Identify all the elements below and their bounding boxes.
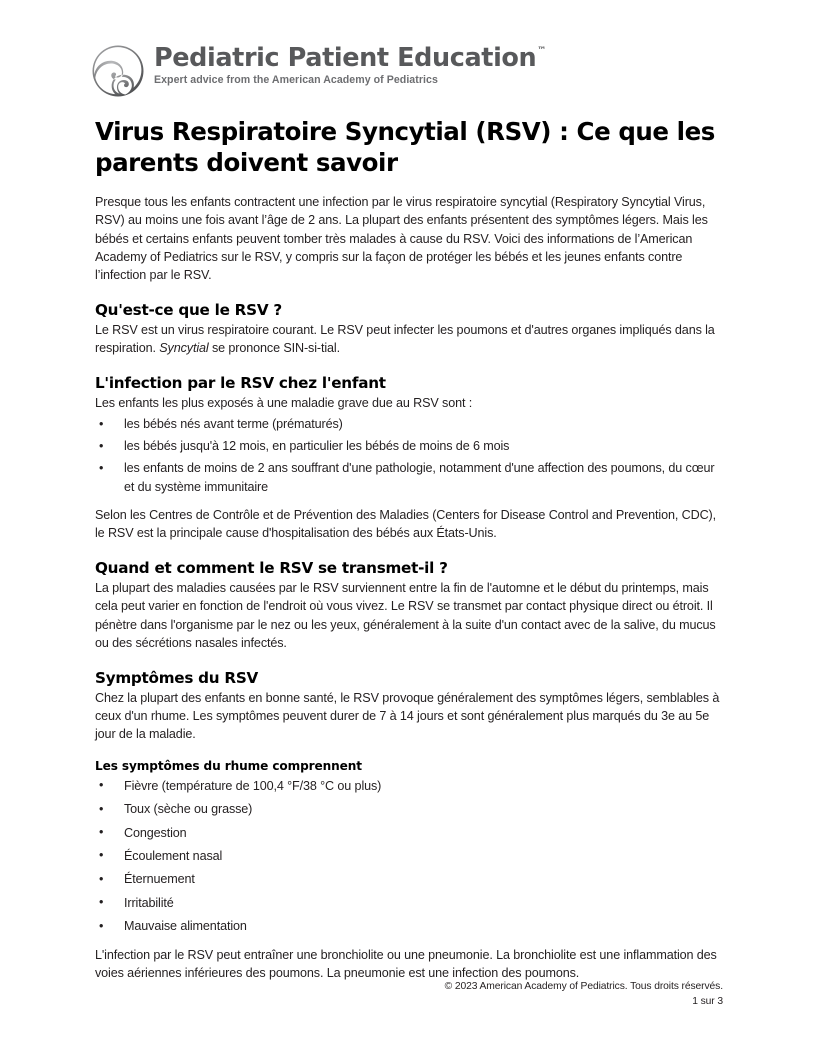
section-paragraph-transmission: La plupart des maladies causées par le RSV surviennent entre la fin de l'automne et le début du printemps, mais cela peut varier en fonction de l'endroit où vous vivez. Le RSV se transmet par contact physique direct ou étroit. Il pénètre dans l'organisme par le nez ou les yeux, généralement à la suite d'un contact avec de la salive, du mucus ou des sécrétions nasales infectés. bbox=[95, 580, 716, 651]
list-item: • Congestion bbox=[95, 824, 723, 842]
list-item: • les bébés nés avant terme (prématurés) bbox=[95, 415, 723, 433]
symptom-list bbox=[95, 777, 723, 936]
list-item: • Fièvre (température de 100,4 °F/38 °C ou plus) bbox=[95, 777, 723, 795]
aap-spiral-logo-icon bbox=[92, 45, 144, 97]
section-heading-rsv-in-children: L'infection par le RSV chez l'enfant bbox=[95, 373, 386, 392]
section-heading-transmission: Quand et comment le RSV se transmet-il ? bbox=[95, 558, 448, 577]
section-paragraph-symptoms: Chez la plupart des enfants en bonne santé, le RSV provoque généralement des symptômes légers, semblables à ceux d'un rhume. Les symptômes peuvent durer de 7 à 14 jours et sont généralement plus marqués du 3e au 5e jour de la maladie. bbox=[95, 690, 720, 742]
list-item: • Écoulement nasal bbox=[95, 847, 723, 865]
list-item: • les bébés jusqu'à 12 mois, en particulier les bébés de moins de 6 mois bbox=[95, 437, 723, 455]
section-lead-rsv-in-children: Les enfants les plus exposés à une maladie grave due au RSV sont : bbox=[95, 395, 473, 410]
copyright-notice: © 2023 American Academy of Pediatrics. Tous droits réservés. bbox=[444, 981, 723, 992]
masthead-text bbox=[154, 44, 546, 86]
page-number: 1 sur 3 bbox=[692, 995, 723, 1007]
masthead bbox=[92, 44, 546, 97]
section-closing-cdc: Selon les Centres de Contrôle et de Prévention des Maladies (Centers for Disease Control and Prevention, CDC), le RSV est la principale cause d'hospitalisation des bébés aux États-Unis. bbox=[95, 507, 717, 541]
text-before-term: Le RSV est un virus respiratoire courant. Le RSV peut infecter les poumons et d'autres organes impliqués dans la respiration. bbox=[95, 322, 715, 356]
list-item: • Irritabilité bbox=[95, 894, 723, 912]
brand-tagline: Expert advice from the American Academy of Pediatrics bbox=[154, 73, 438, 86]
list-item: • les enfants de moins de 2 ans souffrant d'une pathologie, notamment d'une affection des poumons, du cœur et du système immunitaire bbox=[95, 459, 723, 496]
section-paragraph-what-is-rsv bbox=[95, 321, 723, 358]
sub-heading-cold-symptoms: Les symptômes du rhume comprennent bbox=[95, 758, 362, 773]
section-heading-what-is-rsv: Qu'est-ce que le RSV ? bbox=[95, 300, 282, 319]
text-after-term: se prononce SIN-si-tial. bbox=[208, 341, 340, 356]
intro-paragraph: Presque tous les enfants contractent une infection par le virus respiratoire syncytial (Respiratory Syncytial Virus, RSV) au moins une fois avant l’âge de 2 ans. La plupart des enfants présentent des symptômes légers. Mais les bébés et certains enfants peuvent tomber très malades à cause du RSV. Voici des informations de l’American Academy of Pediatrics sur le RSV, y compris sur la façon de protéger les bébés et les jeunes enfants contre l’infection par le RSV. bbox=[95, 194, 708, 283]
list-item: • Toux (sèche ou grasse) bbox=[95, 800, 723, 818]
italic-term-syncytial: Syncytial bbox=[159, 341, 209, 356]
page-footer bbox=[95, 980, 723, 1010]
trademark-icon: ™ bbox=[537, 46, 547, 56]
section-heading-symptoms: Symptômes du RSV bbox=[95, 668, 259, 687]
risk-group-list bbox=[95, 415, 723, 496]
page-title: Virus Respiratoire Syncytial (RSV) : Ce que les parents doivent savoir bbox=[95, 117, 715, 178]
section-closing-complications: L'infection par le RSV peut entraîner une bronchiolite ou une pneumonie. La bronchiolite est une inflammation des voies aériennes inférieures des poumons. La pneumonie est une infection des poumons. bbox=[95, 947, 717, 981]
list-item: • Éternuement bbox=[95, 870, 723, 888]
list-item: • Mauvaise alimentation bbox=[95, 917, 723, 935]
document-body bbox=[95, 116, 723, 994]
brand-title: Pediatric Patient Education bbox=[154, 43, 537, 73]
